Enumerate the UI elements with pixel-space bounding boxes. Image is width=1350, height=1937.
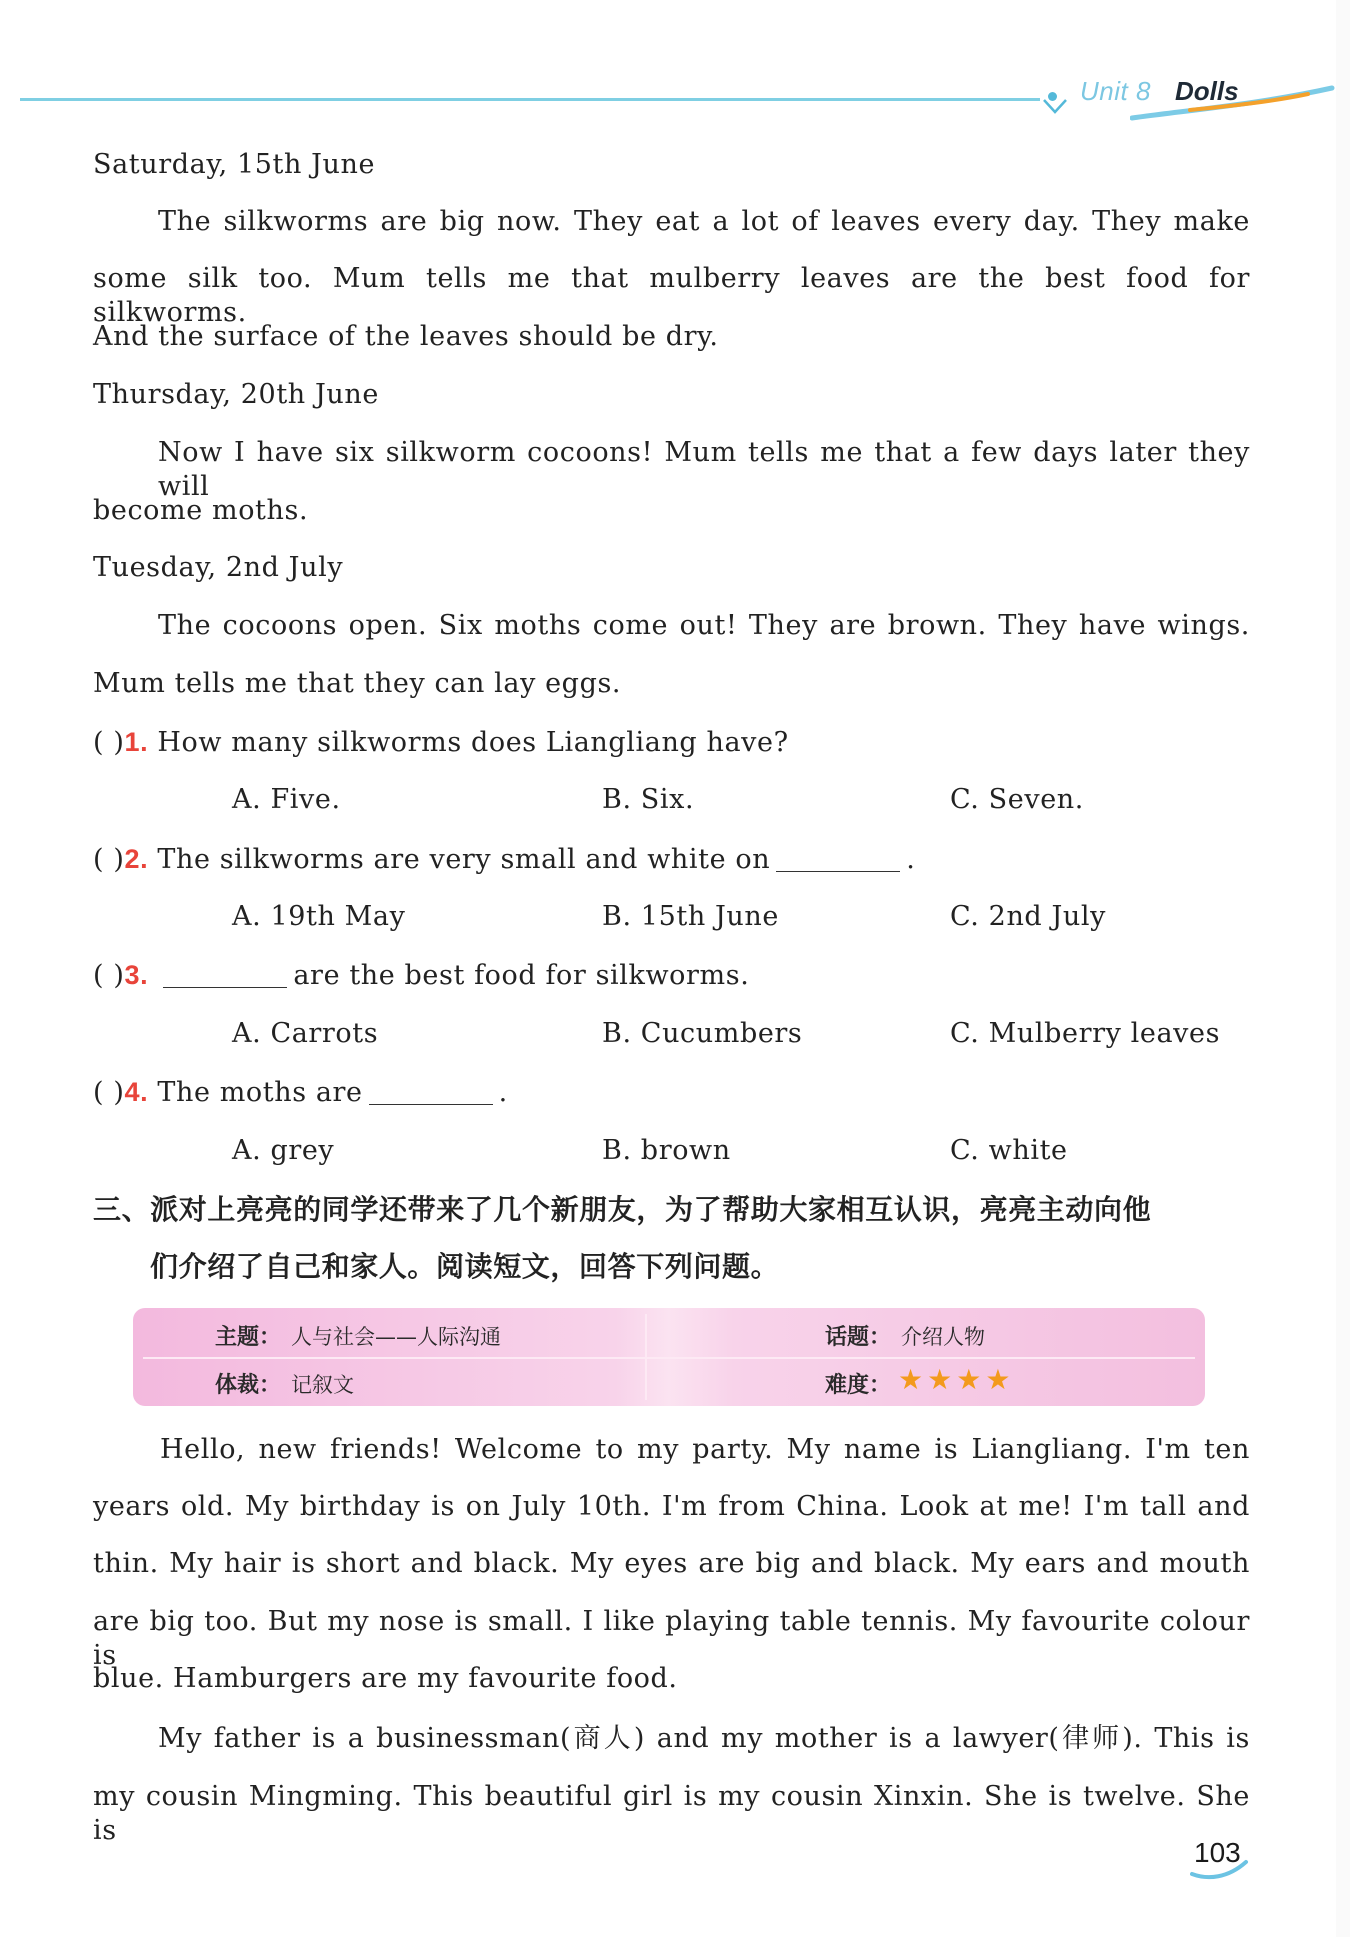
answer-paren[interactable]: ( ): [93, 1077, 125, 1108]
diary-text-line: become moths.: [93, 495, 309, 526]
answer-blank[interactable]: [776, 847, 900, 872]
option-c[interactable]: C. Mulberry leaves: [950, 1018, 1221, 1049]
topic-label: 话题：: [825, 1325, 892, 1350]
star-icon: ★: [956, 1363, 982, 1396]
diary-text-line: The cocoons open. Six moths come out! They are brown. They have wings.: [158, 610, 1250, 641]
option-c[interactable]: C. Seven.: [950, 784, 1084, 815]
question-row: [93, 725, 789, 760]
diary-text-line: Now I have six silkworm cocoons! Mum tells me that a few days later they will: [158, 437, 1250, 502]
passage-line: are big too. But my nose is small. I like playing table tennis. My favourite colour is: [93, 1606, 1250, 1671]
unit-title: Dolls: [1175, 76, 1239, 106]
question-text: are the best food for silkworms.: [293, 960, 750, 991]
star-icon: ★: [898, 1363, 924, 1396]
passage-line: Hello, new friends! Welcome to my party. My name is Liangliang. I'm ten: [160, 1434, 1250, 1465]
reading-info-box: [133, 1308, 1205, 1406]
question-text: The moths are: [157, 1077, 363, 1108]
star-icon: ★: [927, 1363, 953, 1396]
question-number: 4.: [124, 1077, 149, 1107]
page-number: 103: [1194, 1837, 1241, 1868]
section-instruction: 们介绍了自己和家人。阅读短文，回答下列问题。: [150, 1250, 780, 1283]
question-text: The silkworms are very small and white on: [157, 844, 771, 875]
option-b[interactable]: B. 15th June: [602, 901, 779, 932]
answer-blank[interactable]: [163, 963, 287, 988]
option-b[interactable]: B. Six.: [602, 784, 695, 815]
genre-value: 记叙文: [291, 1373, 354, 1397]
passage-line: thin. My hair is short and black. My eyes are big and black. My ears and mouth: [93, 1548, 1250, 1579]
option-c[interactable]: C. white: [950, 1135, 1068, 1166]
difficulty-label: 难度：: [825, 1373, 892, 1398]
option-b[interactable]: B. brown: [602, 1135, 731, 1166]
info-col-divider: [645, 1314, 647, 1400]
option-a[interactable]: A. Five.: [232, 784, 341, 815]
question-number: 1.: [124, 727, 149, 757]
question-text: How many silkworms does Liangliang have?: [157, 727, 789, 758]
question-row: [93, 842, 915, 877]
answer-paren[interactable]: ( ): [93, 960, 125, 991]
header-rule: [20, 98, 1040, 101]
passage-line: blue. Hamburgers are my favourite food.: [93, 1663, 678, 1694]
diary-date: Saturday, 15th June: [93, 149, 376, 180]
theme-label: 主题：: [215, 1325, 282, 1350]
difficulty-stars: [898, 1363, 1014, 1396]
option-a[interactable]: A. Carrots: [232, 1018, 379, 1049]
page-number-swoosh: [1190, 1858, 1250, 1882]
genre-label: 体裁：: [215, 1373, 282, 1398]
option-c[interactable]: C. 2nd July: [950, 901, 1106, 932]
diary-date: Thursday, 20th June: [93, 379, 379, 410]
topic-value: 介绍人物: [901, 1325, 985, 1349]
passage-line: years old. My birthday is on July 10th. I'm from China. Look at me! I'm tall and: [93, 1491, 1250, 1522]
question-text-end: .: [906, 844, 916, 875]
diary-text-line: And the surface of the leaves should be dry.: [93, 321, 719, 352]
question-row: [93, 1075, 508, 1110]
section-instruction: 三、派对上亮亮的同学还带来了几个新朋友，为了帮助大家相互认识，亮亮主动向他: [93, 1193, 1152, 1226]
page-edge: [1336, 0, 1350, 1937]
theme-value: 人与社会——人际沟通: [291, 1325, 501, 1349]
question-number: 3.: [124, 960, 149, 990]
passage-line: My father is a businessman(商人) and my mother is a lawyer(律师). This is: [158, 1723, 1250, 1754]
question-number: 2.: [124, 844, 149, 874]
question-row: [93, 958, 749, 993]
option-b[interactable]: B. Cucumbers: [602, 1018, 803, 1049]
passage-line: my cousin Mingming. This beautiful girl is my cousin Xinxin. She is twelve. She is: [93, 1781, 1250, 1846]
question-text-end: .: [498, 1077, 508, 1108]
answer-paren[interactable]: ( ): [93, 727, 125, 758]
unit-label: Unit 8: [1080, 76, 1151, 106]
diary-text-line: Mum tells me that they can lay eggs.: [93, 668, 622, 699]
option-a[interactable]: A. 19th May: [232, 901, 406, 932]
answer-blank[interactable]: [369, 1080, 493, 1105]
answer-paren[interactable]: ( ): [93, 844, 125, 875]
diary-text-line: some silk too. Mum tells me that mulberry leaves are the best food for silkworms.: [93, 263, 1250, 328]
option-a[interactable]: A. grey: [232, 1135, 335, 1166]
diary-text-line: The silkworms are big now. They eat a lot of leaves every day. They make: [158, 206, 1250, 237]
chevron-down-icon: [1042, 98, 1068, 116]
info-row-divider: [143, 1357, 1195, 1359]
diary-date: Tuesday, 2nd July: [93, 552, 344, 583]
star-icon: ★: [985, 1363, 1011, 1396]
